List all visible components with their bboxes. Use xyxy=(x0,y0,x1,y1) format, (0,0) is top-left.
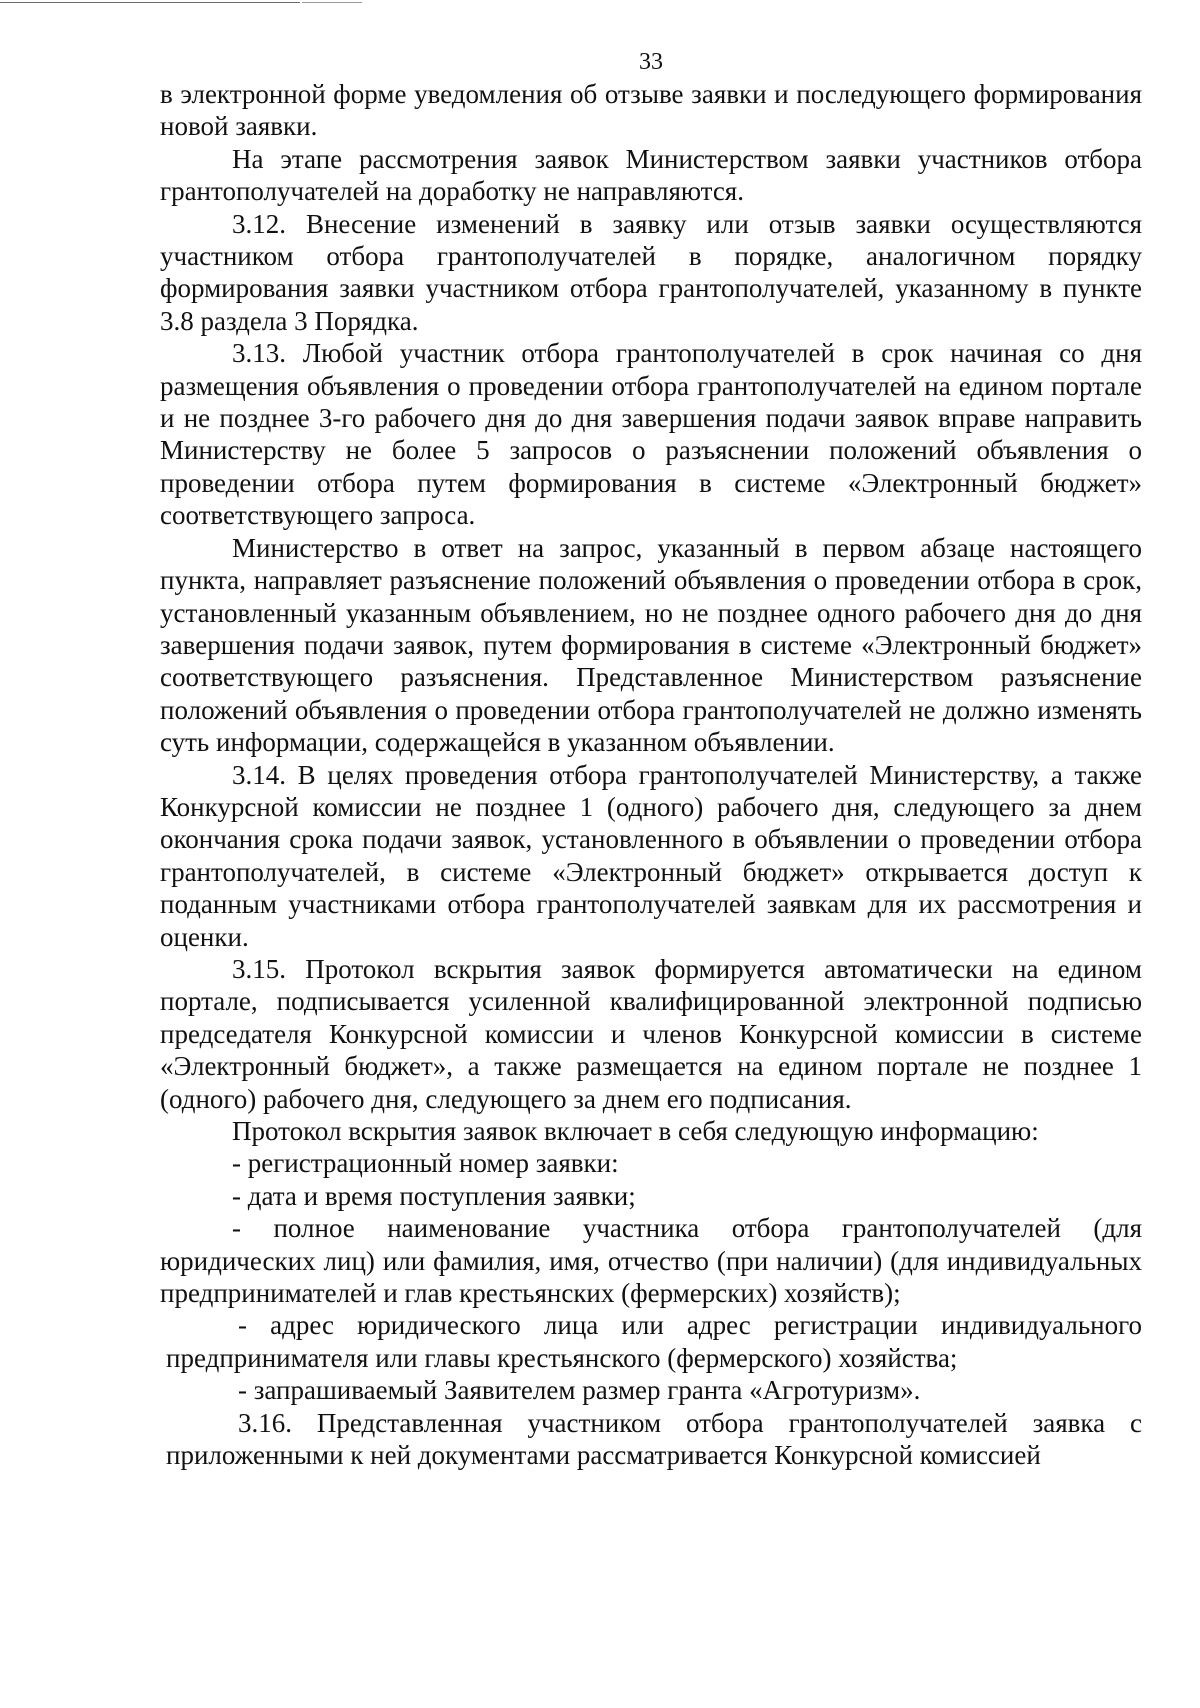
list-item: - адрес юридического лица или адрес регистрации индивидуального предпринимателя или главы крестьянского (фермерского) хозяйства; xyxy=(166,1310,1142,1373)
paragraph: Протокол вскрытия заявок включает в себя следующую информацию: xyxy=(232,1116,1039,1146)
list-item: - регистрационный номер заявки: xyxy=(232,1148,619,1179)
scan-edge-line xyxy=(0,2,300,3)
list-item: - полное наименование участника отбора грантополучателей (для юридических лиц) или фамилия, имя, отчество (при наличии) (для индивидуальных предпринимателей и глав крестьянских (фермерских) хозяйств); xyxy=(160,1213,1142,1309)
list-item: - запрашиваемый Заявителем размер гранта «Агротуризм». xyxy=(238,1375,921,1406)
scan-edge-line xyxy=(302,2,362,3)
paragraph-3-12: 3.12. Внесение изменений в заявку или отзыв заявки осуществляются участником отбора грантополучателей в порядке, аналогичном порядку формирования заявки участником отбора грантополучателей, указанному в пункте 3.8 раздела 3 Порядка. xyxy=(160,208,1142,336)
paragraph-3-14: 3.14. В целях проведения отбора грантополучателей Министерству, а также Конкурсной комиссии не позднее 1 (одного) рабочего дня, следующего за днем окончания срока подачи заявок, установленного в объявлении о проведении отбора грантополучателей, в системе «Электронный бюджет» открывается доступ к поданным участниками отбора грантополучателей заявкам для их рассмотрения и оценки. xyxy=(160,759,1142,952)
list-item: - дата и время поступления заявки; xyxy=(232,1180,636,1211)
paragraph: Министерство в ответ на запрос, указанный в первом абзаце настоящего пункта, направляет разъяснение положений объявления о проведении отбора в срок, установленный указанным объявлением, но не позднее одного рабочего дня до дня завершения подачи заявок, путем формирования в системе «Электронный бюджет» соответствующего разъяснения. Представленное Министерством разъяснение положений объявления о проведении отбора грантополучателей не должно изменять суть информации, содержащейся в указанном объявлении. xyxy=(160,532,1142,758)
page-number: 33 xyxy=(639,49,663,75)
paragraph-3-13: 3.13. Любой участник отбора грантополучателей в срок начиная со дня размещения объявления о проведении отбора грантополучателей на едином портале и не позднее 3-го рабочего дня до дня завершения подачи заявок вправе направить Министерству не более 5 запросов о разъяснении положений объявления о проведении отбора путем формирования в системе «Электронный бюджет» соответствующего запроса. xyxy=(160,338,1142,531)
document-page xyxy=(160,48,1142,1471)
paragraph-3-16: 3.16. Представленная участником отбора грантополучателей заявка с приложенными к ней документами рассматривается Конкурсной комиссией xyxy=(166,1407,1142,1471)
paragraph: На этапе рассмотрения заявок Министерством заявки участников отбора грантополучателей на доработку не направляются. xyxy=(160,143,1142,207)
paragraph-continuation: в электронной форме уведомления об отзыве заявки и последующего формирования новой заявки. xyxy=(160,79,1142,142)
paragraph-3-15: 3.15. Протокол вскрытия заявок формируется автоматически на едином портале, подписывается усиленной квалифицированной электронной подписью председателя Конкурсной комиссии и членов Конкурсной комиссии в системе «Электронный бюджет», а также размещается на едином портале не позднее 1 (одного) рабочего дня, следующего за днем его подписания. xyxy=(160,953,1142,1114)
